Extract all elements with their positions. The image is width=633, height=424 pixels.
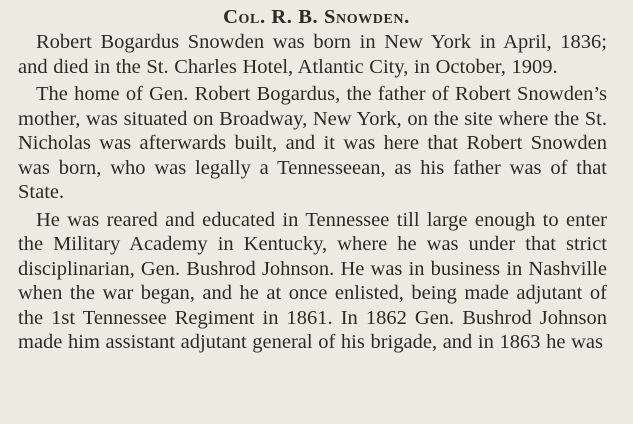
paragraph-family-home: The home of Gen. Robert Bogardus, the father of Robert Snowden’s mother, was situated on Broadway, New York, on the site where the St. Nicholas was afterwards built, and it was here that Robert Snowden was born, who was legally a Tennesseean, as his father was of that State. bbox=[18, 83, 607, 203]
page-title: Col. R. B. Snowden. bbox=[223, 6, 410, 28]
paragraph-military-career: He was reared and educated in Tennessee till large enough to enter the Military Academy in Kentucky, where he was under that strict disciplinarian, Gen. Bushrod Johnson. He was in business in Nashville when the war began, and he at once enlisted, being made adjutant of the 1st Tennessee Regiment in 1861. In 1862 Gen. Bushrod Johnson made him assistant adjutant general of his brigade, and in 1863 he was bbox=[18, 208, 607, 353]
paragraph-birth-death: Robert Bogardus Snowden was born in New York in April, 1836; and died in the St. Charles Hotel, Atlantic City, in October, 1909. bbox=[18, 31, 607, 78]
